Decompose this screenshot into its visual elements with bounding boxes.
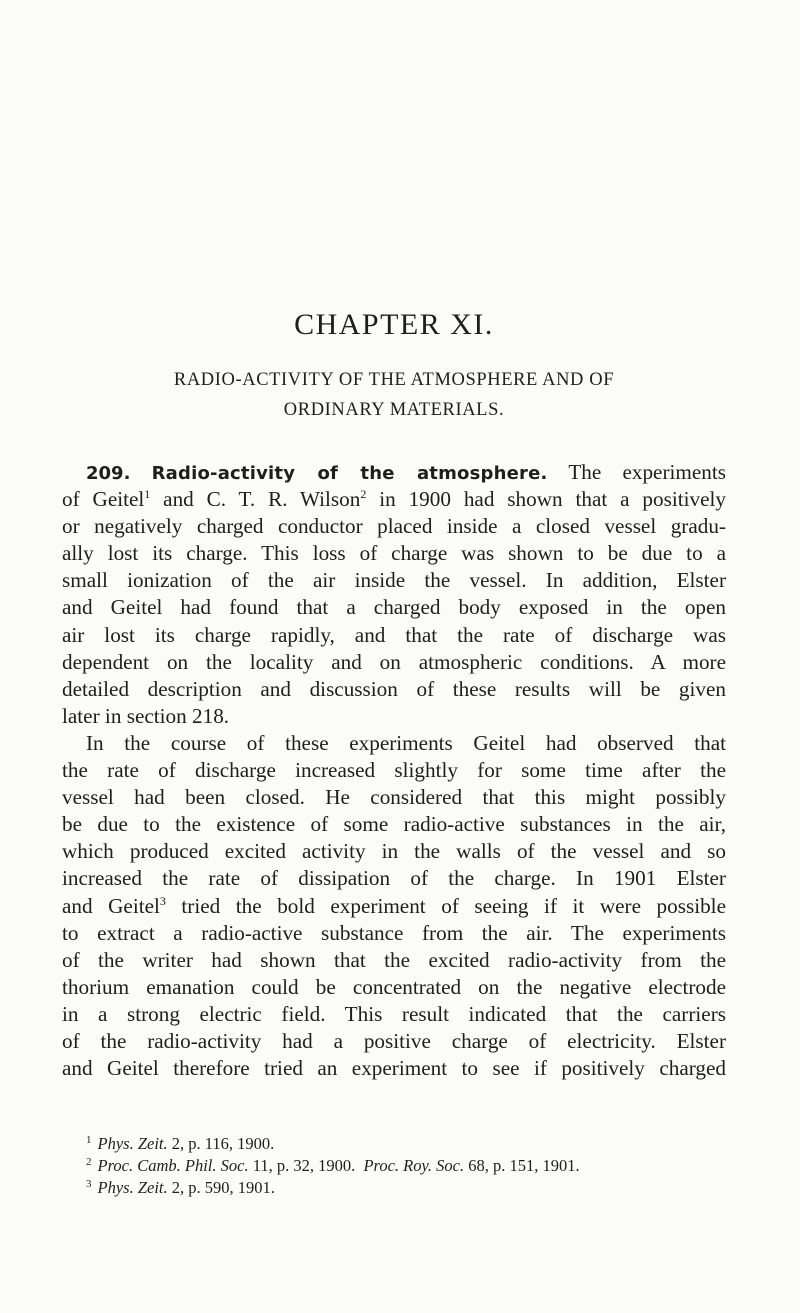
- text-line: be due to the existence of some radio-active substances in the air,: [62, 812, 726, 837]
- text-span: of Geitel: [62, 487, 145, 512]
- text-line: of the radio-activity had a positive charge of electricity. Elster: [62, 1028, 726, 1053]
- citation-detail: 2, p. 590, 1901.: [167, 1178, 275, 1197]
- text-line: increased the rate of dissipation of the charge. In 1901 Elster: [62, 866, 726, 891]
- text-line: small ionization of the air inside the vessel. In addition, Elster: [62, 568, 726, 593]
- footnote-number: 1: [86, 1134, 92, 1146]
- citation-detail: 11, p. 32, 1900.: [248, 1156, 356, 1175]
- text-line: or negatively charged conductor placed inside a closed vessel gradu-: [62, 514, 726, 539]
- footnote-3: [62, 1177, 726, 1199]
- section-heading: Radio-activity of the atmosphere.: [151, 463, 548, 484]
- footnote-ref: 1: [144, 487, 151, 502]
- chapter-title-line-1: RADIO-ACTIVITY OF THE ATMOSPHERE AND OF: [173, 370, 615, 390]
- text-line: thorium emanation could be concentrated on the negative electrode: [62, 974, 726, 999]
- footnote-number: 2: [86, 1156, 92, 1168]
- text-line: of the writer had shown that the excited radio-activity from the: [62, 947, 726, 972]
- text-line: and Geitel had found that a charged body exposed in the open: [62, 595, 726, 620]
- footnote-1: [62, 1133, 726, 1155]
- text-line: vessel had been closed. He considered that this might possibly: [62, 785, 726, 810]
- book-page: [62, 0, 726, 1313]
- citation-detail: 68, p. 151, 1901.: [464, 1156, 580, 1175]
- text-line: and Geitel therefore tried an experiment to see if positively charged: [62, 1056, 726, 1081]
- citation-title: Proc. Camb. Phil. Soc.: [97, 1156, 249, 1175]
- text-line: [62, 486, 726, 513]
- text-line: the rate of discharge increased slightly for some time after the: [62, 758, 726, 783]
- text-line: which produced excited activity in the walls of the vessel and so: [62, 839, 726, 864]
- text-span: and C. T. R. Wilson: [150, 487, 361, 512]
- text-line: [62, 893, 726, 920]
- text-span: The experiments: [547, 460, 727, 484]
- footnote-ref: 2: [360, 487, 367, 502]
- text-line: [62, 459, 726, 486]
- text-line: dependent on the locality and on atmospheric conditions. A more: [62, 649, 726, 674]
- text-span: tried the bold experiment of seeing if it were possible: [165, 893, 726, 918]
- body-text: [62, 459, 726, 1082]
- citation-title: Phys. Zeit.: [97, 1178, 168, 1197]
- footnotes: [62, 1133, 726, 1199]
- text-line: In the course of these experiments Geitel had observed that: [86, 730, 726, 755]
- citation-title: Proc. Roy. Soc.: [363, 1156, 465, 1175]
- footnote-number: 3: [86, 1178, 92, 1190]
- text-line: to extract a radio-active substance from the air. The experiments: [62, 920, 726, 945]
- citation-title: Phys. Zeit.: [97, 1134, 168, 1153]
- chapter-heading: CHAPTER XI.: [294, 308, 494, 341]
- text-line: in a strong electric field. This result indicated that the carriers: [62, 1001, 726, 1026]
- text-line: detailed description and discussion of these results will be given: [62, 676, 726, 701]
- text-line: later in section 218.: [62, 703, 230, 728]
- chapter-title: [62, 365, 726, 425]
- citation-detail: 2, p. 116, 1900.: [167, 1134, 275, 1153]
- section-number: 209.: [86, 463, 131, 484]
- text-line: air lost its charge rapidly, and that the rate of discharge was: [62, 622, 726, 647]
- text-span: and Geitel: [62, 893, 160, 918]
- footnote-2: [62, 1155, 726, 1177]
- text-line: ally lost its charge. This loss of charge was shown to be due to a: [62, 541, 726, 566]
- footnote-ref: 3: [159, 893, 166, 908]
- chapter-title-line-2: ORDINARY MATERIALS.: [283, 400, 505, 420]
- text-span: in 1900 had shown that a positively: [366, 487, 726, 512]
